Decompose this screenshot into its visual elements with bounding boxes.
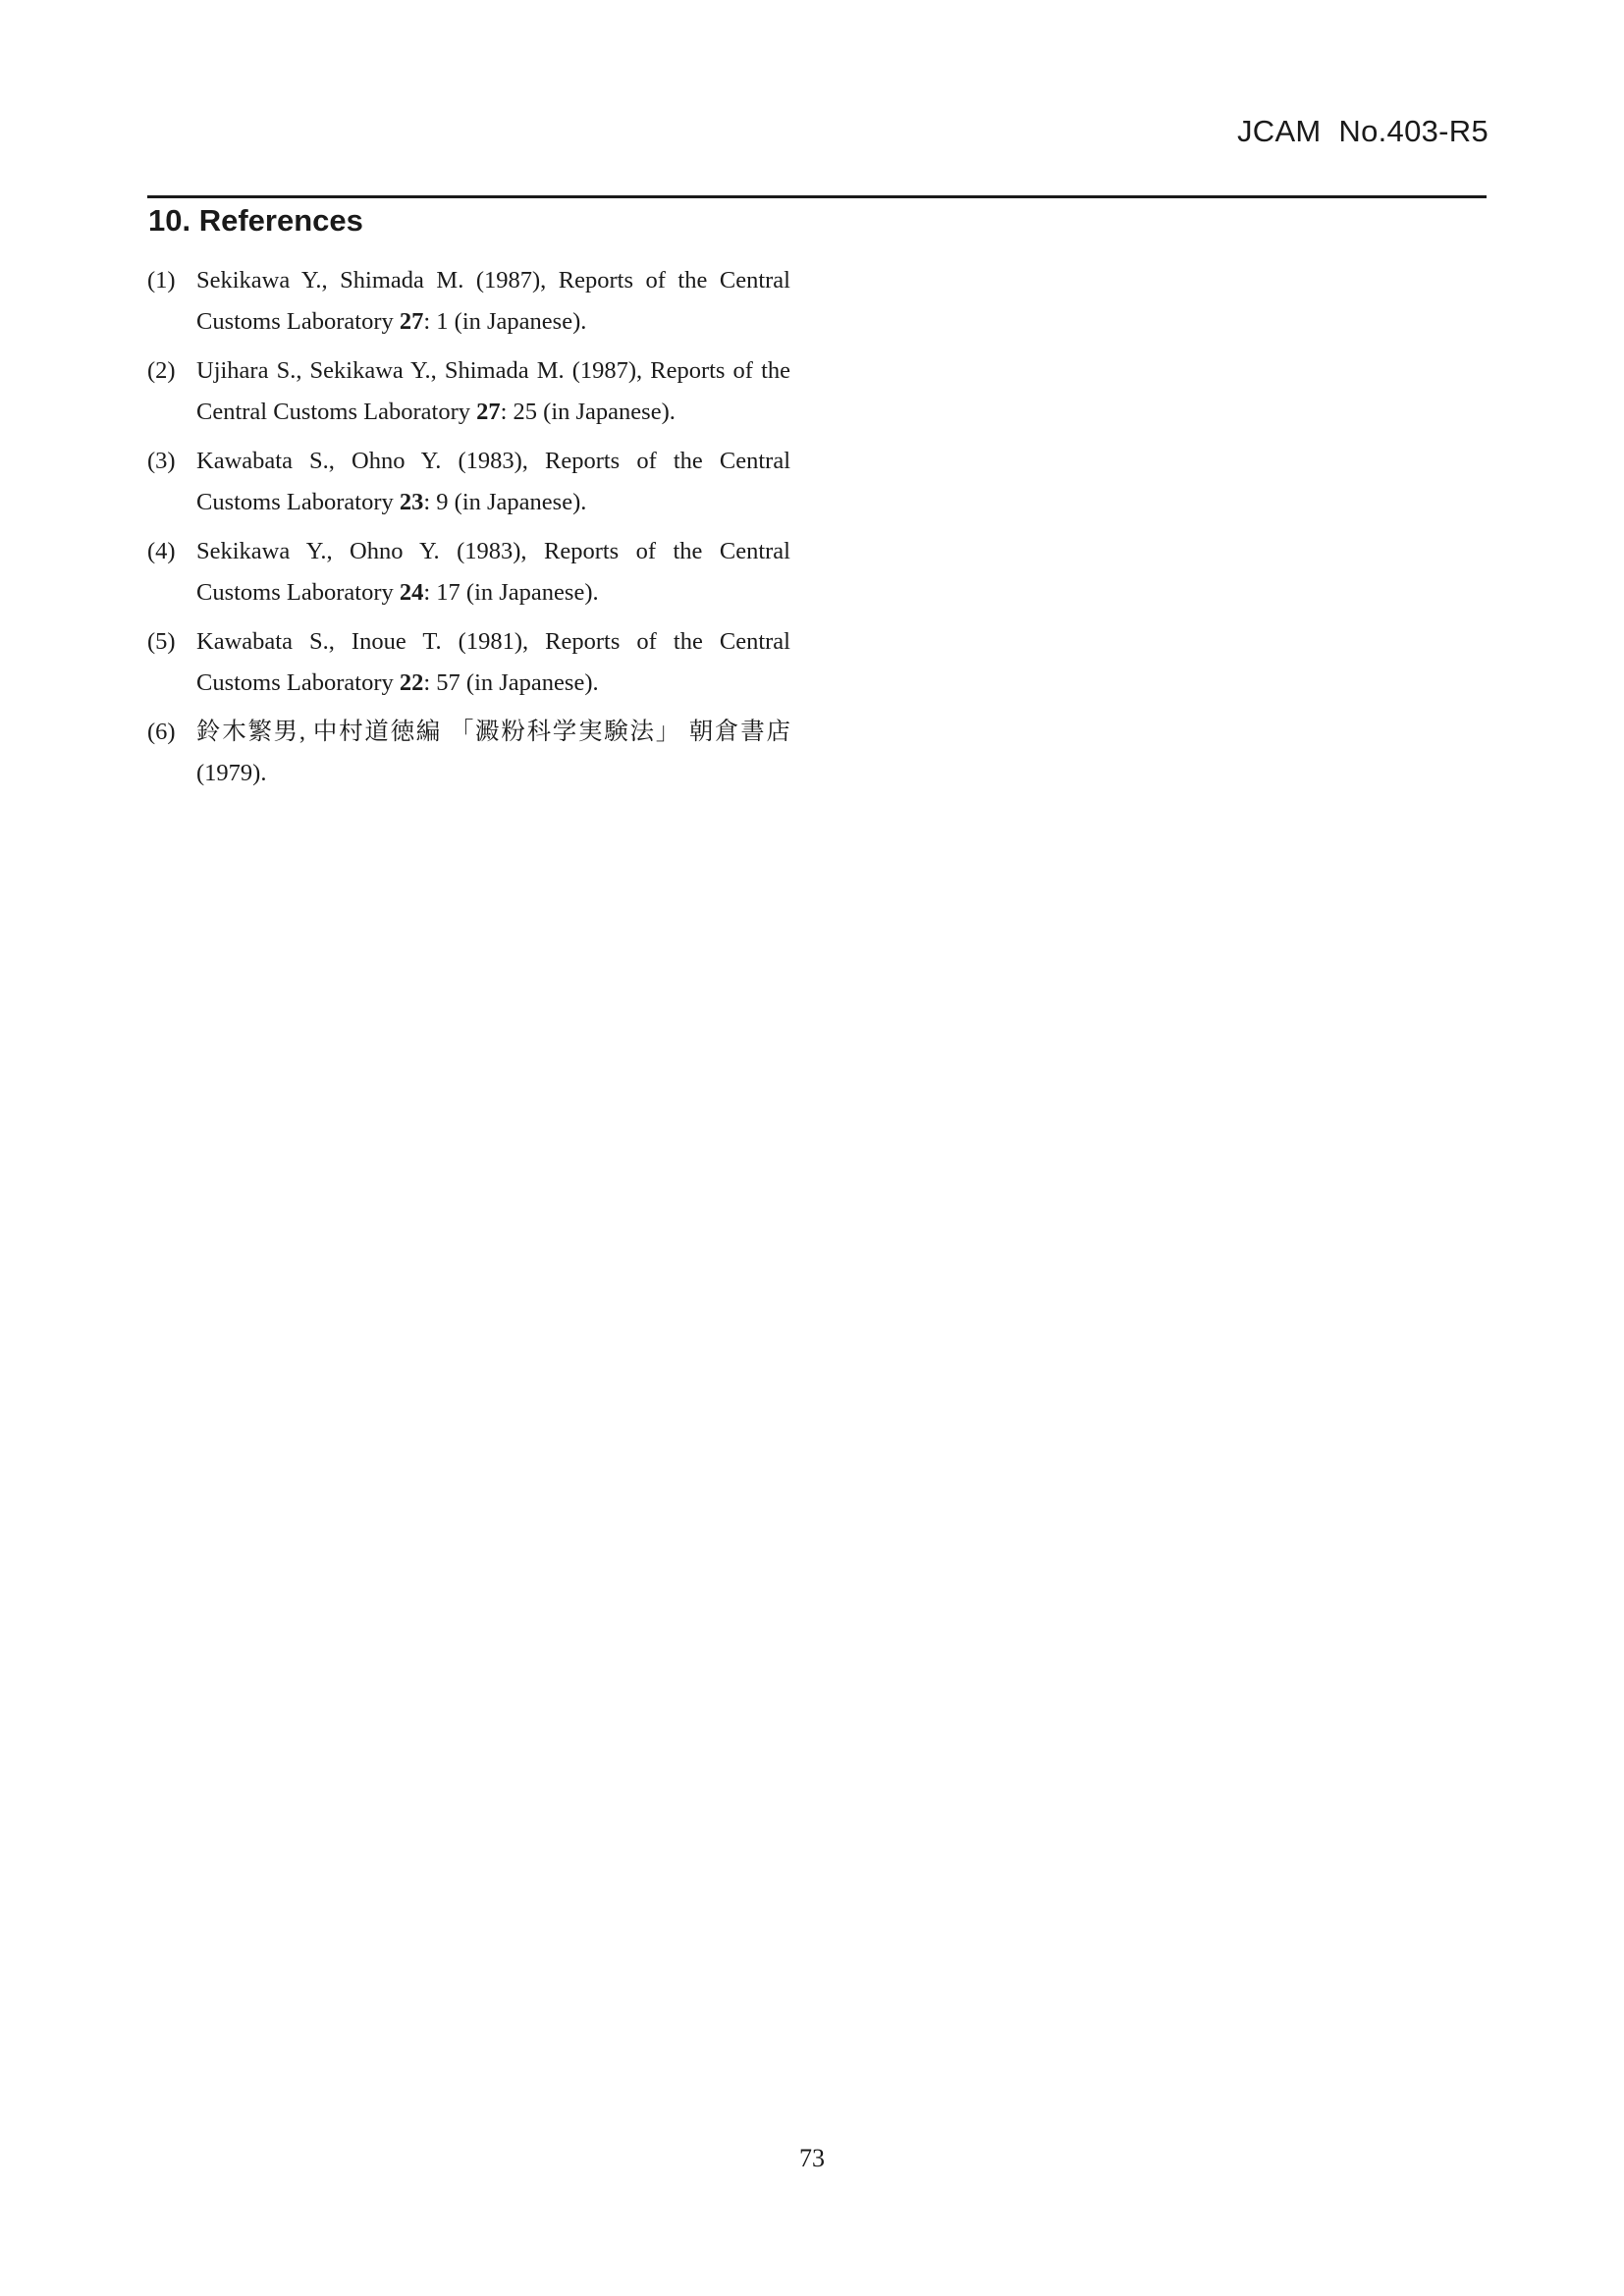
reference-citation: Sekikawa Y., Shimada M. (1987), Reports of the Central Customs Laboratory bbox=[196, 267, 790, 335]
page-number: 73 bbox=[799, 2144, 825, 2172]
reference-number: (5) bbox=[147, 628, 176, 655]
reference-item bbox=[147, 531, 790, 614]
reference-pages: : 9 (in Japanese). bbox=[423, 489, 587, 515]
reference-citation: Sekikawa Y., Ohno Y. (1983), Reports of the Central Customs Laboratory bbox=[196, 538, 790, 606]
reference-text bbox=[196, 712, 790, 794]
reference-volume: 27 bbox=[476, 399, 501, 425]
reference-number: (4) bbox=[147, 538, 176, 564]
reference-item bbox=[147, 260, 790, 343]
reference-pages: : 1 (in Japanese). bbox=[423, 308, 587, 335]
reference-citation: Kawabata S., Inoue T. (1981), Reports of the Central Customs Laboratory bbox=[196, 628, 790, 696]
reference-pages: : 25 (in Japanese). bbox=[500, 399, 676, 425]
reference-text bbox=[196, 260, 790, 343]
reference-item bbox=[147, 350, 790, 433]
reference-volume: 27 bbox=[399, 308, 424, 335]
reference-volume: 23 bbox=[399, 489, 424, 515]
reference-text bbox=[196, 621, 790, 704]
reference-item bbox=[147, 712, 790, 794]
reference-number: (1) bbox=[147, 267, 176, 294]
reference-list bbox=[147, 260, 790, 802]
reference-pages: : 17 (in Japanese). bbox=[423, 579, 599, 606]
reference-number: (2) bbox=[147, 357, 176, 384]
reference-pages: : 57 (in Japanese). bbox=[423, 669, 599, 696]
reference-item bbox=[147, 441, 790, 523]
reference-citation: 鈴木繁男, 中村道徳編 「澱粉科学実験法」 朝倉書店 (1979). bbox=[196, 719, 790, 786]
reference-item bbox=[147, 621, 790, 704]
reference-citation: Ujihara S., Sekikawa Y., Shimada M. (1987), Reports of the Central Customs Laboratory bbox=[196, 357, 790, 425]
reference-text bbox=[196, 350, 790, 433]
reference-text bbox=[196, 531, 790, 614]
reference-number: (6) bbox=[147, 719, 176, 745]
reference-number: (3) bbox=[147, 448, 176, 474]
document-id: JCAM No.403-R5 bbox=[1236, 114, 1489, 148]
section-divider bbox=[147, 195, 1487, 198]
reference-citation: Kawabata S., Ohno Y. (1983), Reports of the Central Customs Laboratory bbox=[196, 448, 790, 515]
reference-text bbox=[196, 441, 790, 523]
reference-volume: 22 bbox=[399, 669, 424, 696]
reference-volume: 24 bbox=[399, 579, 424, 606]
section-title: 10. References bbox=[148, 203, 363, 238]
